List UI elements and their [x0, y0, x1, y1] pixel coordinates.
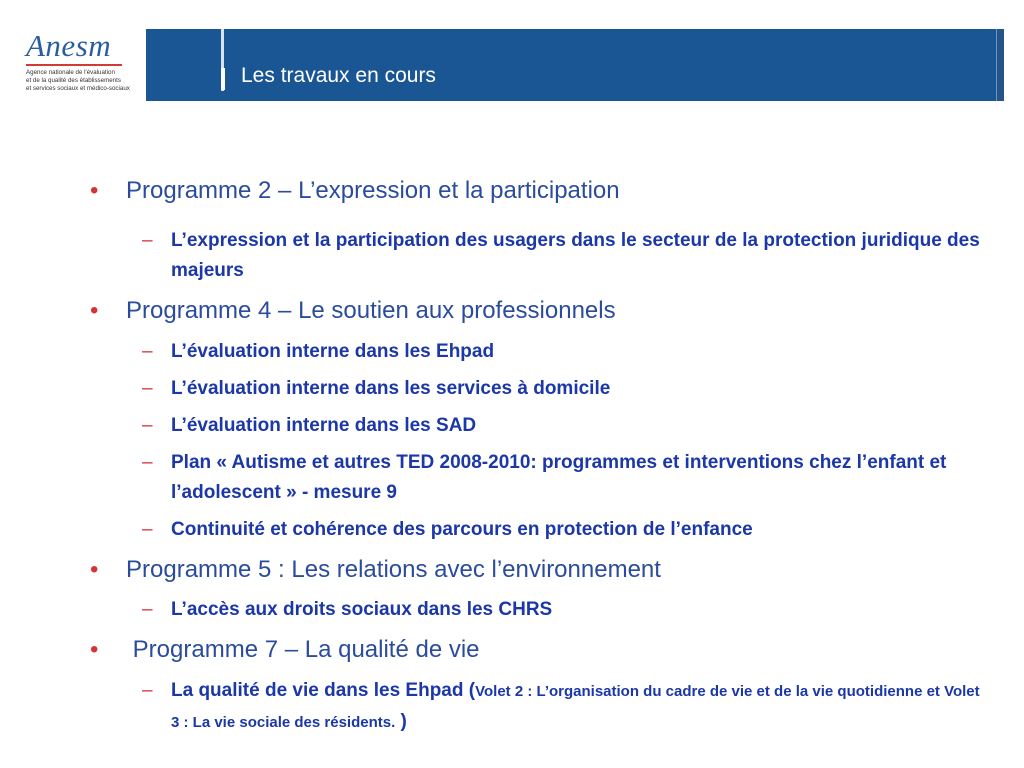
sub-item-text: Continuité et cohérence des parcours en protection de l’enfance: [171, 519, 753, 540]
dash-icon: –: [142, 341, 153, 362]
bullet-icon: •: [90, 556, 99, 583]
sub-item-text-main: La qualité de vie dans les Ehpad (: [171, 680, 476, 701]
bullet-icon: •: [90, 636, 99, 663]
dash-icon: –: [142, 415, 153, 436]
header-tick: [221, 68, 225, 90]
dash-icon: –: [142, 378, 153, 399]
bullet-label: Programme 4 – Le soutien aux professionnels: [126, 297, 616, 324]
sub-item: [142, 411, 982, 441]
bullet-programme-2: [90, 177, 620, 205]
logo-subtitle-1: Agence nationale de l'évaluation: [26, 69, 115, 76]
anesm-logo: [22, 28, 130, 106]
header-band-edge: [996, 29, 1004, 101]
sub-item-text: L’évaluation interne dans les services à domicile: [171, 378, 611, 399]
bullet-label: Programme 5 : Les relations avec l’environnement: [126, 556, 661, 583]
sub-item-text-detail: Volet 2 : L’organisation du cadre de vie et de la vie quotidienne et Volet 3 : La vie sociale des résidents.: [171, 683, 980, 731]
sub-item-text: L’accès aux droits sociaux dans les CHRS: [171, 599, 553, 620]
bullet-programme-4: [90, 297, 616, 325]
sub-item-text: L’expression et la participation des usagers dans le secteur de la protection juridique des majeurs: [171, 230, 980, 281]
sub-item-text: Plan « Autisme et autres TED 2008-2010: programmes et interventions chez l’enfant et l’adolescent » - mesure 9: [171, 452, 947, 503]
bullet-programme-7: [90, 636, 480, 664]
sub-item: [142, 676, 982, 738]
logo-subtitle-2: et de la qualité des établissements: [26, 77, 121, 84]
sub-item-text: L’évaluation interne dans les Ehpad: [171, 341, 495, 362]
sub-item-text: [171, 676, 982, 738]
slide-title: Les travaux en cours: [241, 64, 436, 87]
dash-icon: –: [142, 599, 153, 620]
bullet-icon: •: [90, 297, 99, 324]
sub-item-text: L’évaluation interne dans les SAD: [171, 415, 477, 436]
sub-item: [142, 337, 982, 367]
bullet-icon: •: [90, 177, 99, 204]
dash-icon: –: [142, 680, 153, 701]
sub-item-text-end: ): [395, 711, 407, 732]
sub-item: [142, 226, 982, 286]
logo-wordmark: Anesm: [26, 28, 112, 63]
sub-item: [142, 374, 982, 404]
sub-item: [142, 448, 982, 508]
logo-subtitle-3: et services sociaux et médico-sociaux: [26, 85, 130, 92]
dash-icon: –: [142, 519, 153, 540]
dash-icon: –: [142, 452, 153, 473]
sub-item: [142, 595, 982, 625]
logo-underline: [26, 64, 122, 66]
bullet-label: Programme 7 – La qualité de vie: [126, 636, 480, 663]
bullet-label: Programme 2 – L’expression et la participation: [126, 177, 620, 204]
sub-item: [142, 515, 982, 545]
dash-icon: –: [142, 230, 153, 251]
bullet-programme-5: [90, 556, 661, 584]
